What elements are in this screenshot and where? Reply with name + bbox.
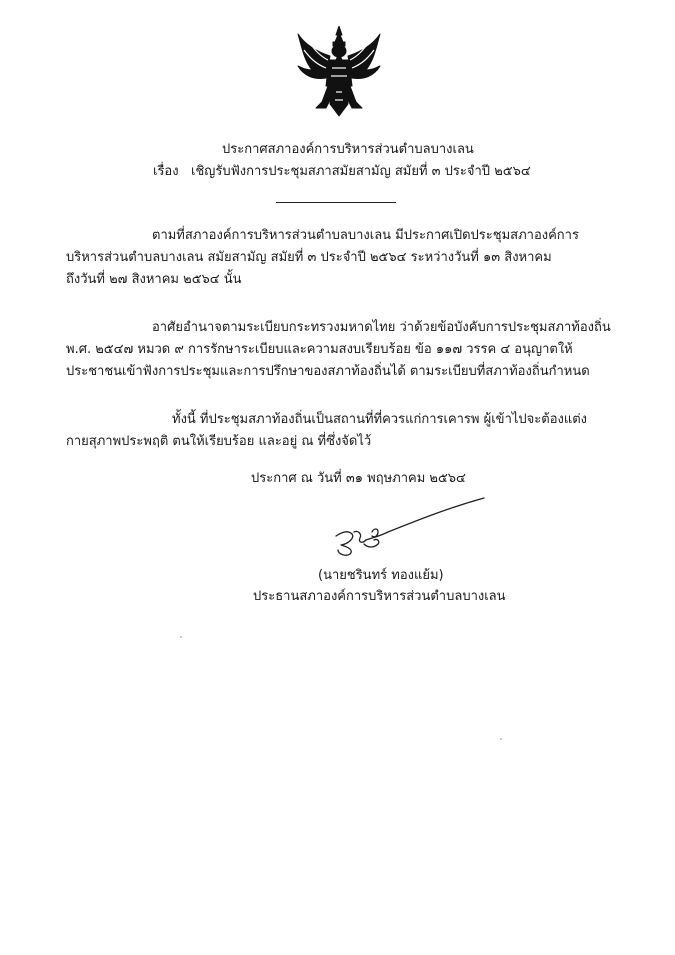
dateline: ประกาศ ณ วันที่ ๓๑ พฤษภาคม ๒๕๖๔ [251,471,466,486]
title-divider [276,202,396,203]
scan-speck [500,738,502,740]
garuda-emblem-icon [296,26,382,118]
para1-line3: ถึงวันที่ ๒๗ สิงหาคม ๒๕๖๔ นั้น [66,272,242,287]
signatory-position: ประธานสภาองค์การบริหารส่วนตำบลบางเลน [253,589,506,604]
scan-speck [180,636,182,638]
subject-text: เชิญรับฟังการประชุมสภาสมัยสามัญ สมัยที่ ๓ ประจำปี ๒๕๖๔ [191,164,531,179]
para1-line1: ตามที่สภาองค์การบริหารส่วนตำบลบางเลน มีประกาศเปิดประชุมสภาองค์การ [152,228,579,243]
subject-label: เรื่อง [153,164,179,179]
para2-line1: อาศัยอำนาจตามระเบียบกระทรวงมหาดไทย ว่าด้วยข้อบังคับการประชุมสภาท้องถิ่น [152,320,611,335]
para1-line2: บริหารส่วนตำบลบางเลน สมัยสามัญ สมัยที่ ๓ ประจำปี ๒๕๖๔ ระหว่างวันที่ ๑๓ สิงหาคม [66,250,552,265]
para2-line3: ประชาชนเข้าฟังการประชุมและการปรึกษาของสภาท้องถิ่นได้ ตามระเบียบที่สภาท้องถิ่นกำหนด [66,364,590,379]
signatory-name: (นายชรินทร์ ทองแย้ม) [318,568,444,583]
issuer-title: ประกาศสภาองค์การบริหารส่วนตำบลบางเลน [222,142,474,157]
para3-line2: กายสุภาพประพฤติ ตนให้เรียบร้อย และอยู่ ณ ที่ซึ่งจัดไว้ [66,434,372,449]
handwritten-signature-icon [328,492,488,562]
para2-line2: พ.ศ. ๒๕๔๗ หมวด ๙ การรักษาระเบียบและความสงบเรียบร้อย ข้อ ๑๑๗ วรรค ๔ อนุญาตให้ [66,342,573,357]
para3-line1: ทั้งนี้ ที่ประชุมสภาท้องถิ่นเป็นสถานที่ที่ควรแก่การเคารพ ผู้เข้าไปจะต้องแต่ง [172,412,588,427]
